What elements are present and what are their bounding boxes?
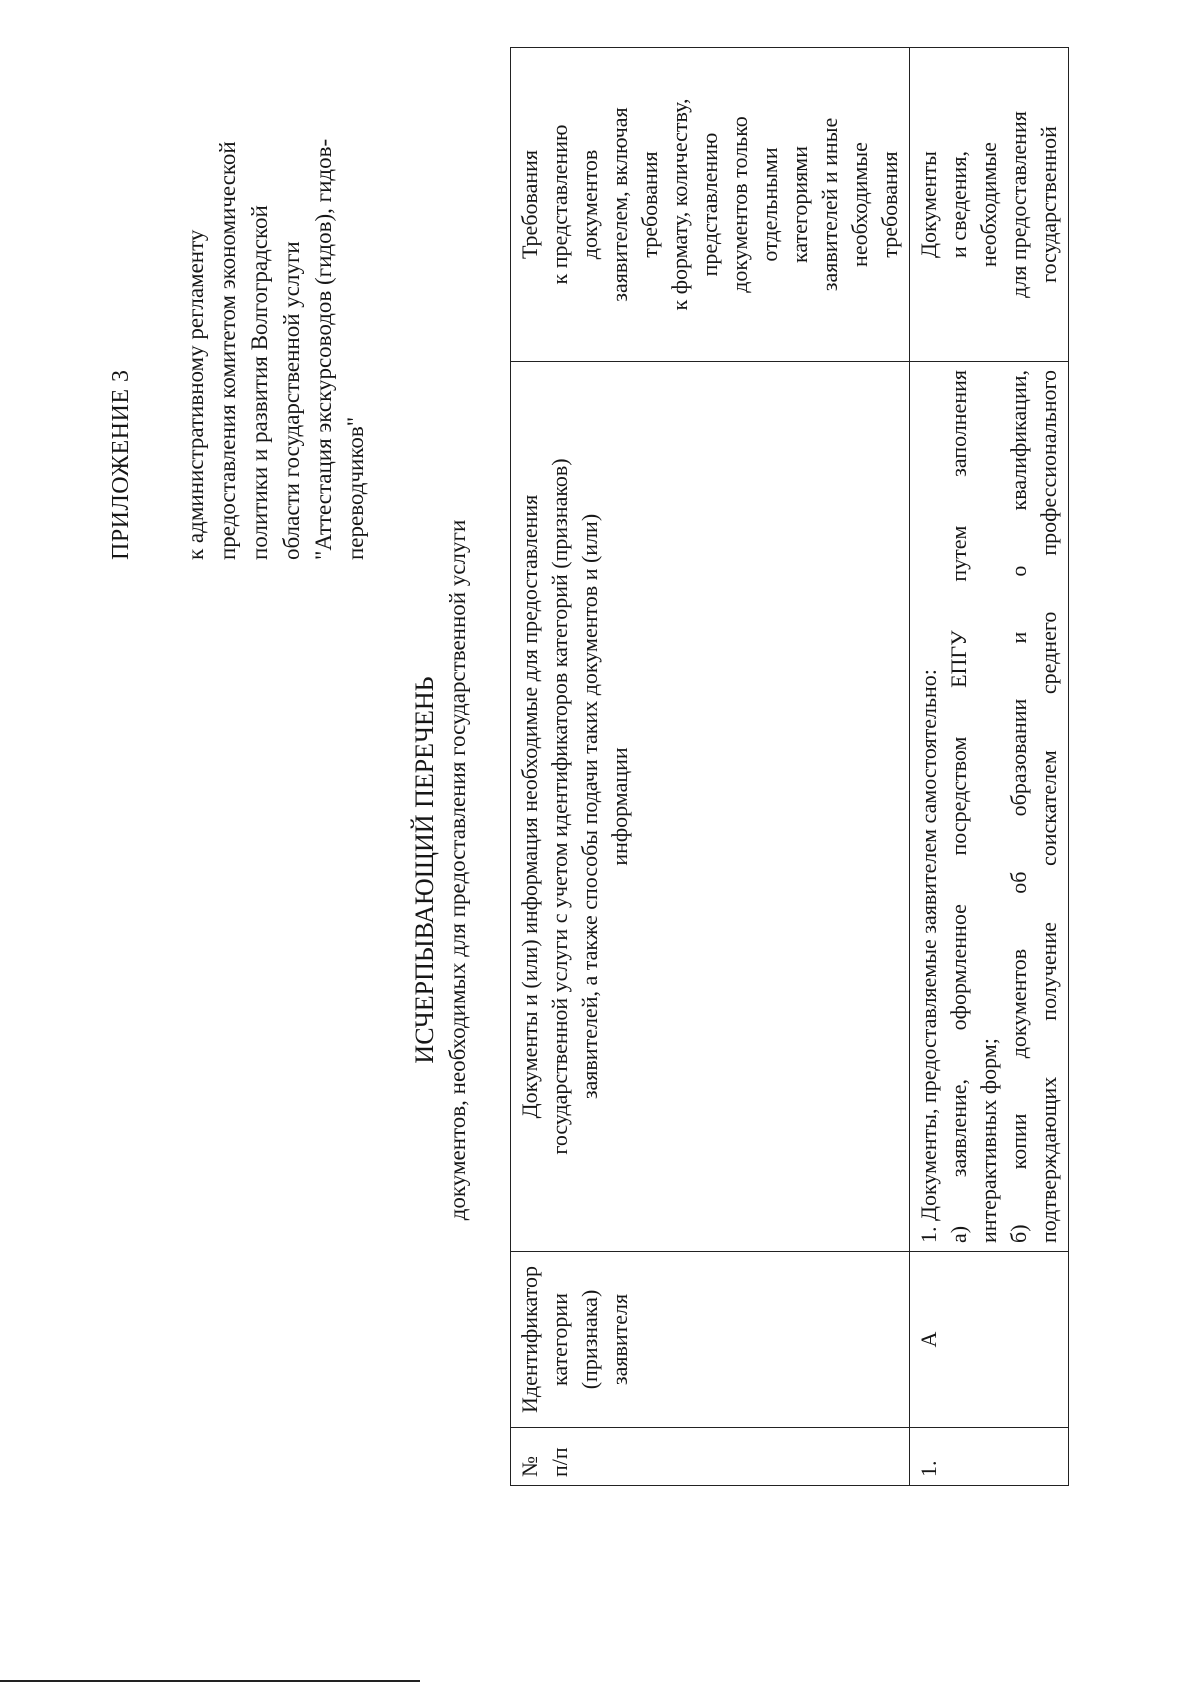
regulation-line: политики и развития Волгоградской <box>247 205 272 560</box>
header-line: представлению <box>697 132 722 277</box>
header-line: к представлению <box>547 124 572 285</box>
regulation-line: области государственной услуги <box>279 241 304 560</box>
regulation-line: "Аттестация экскурсоводов (гидов), гидов- <box>311 138 336 560</box>
documents-line: б) копии документов об образовании и о квалификации, <box>1006 370 1031 1243</box>
header-line: к формату, количеству, <box>667 98 692 311</box>
row-num: 1. <box>910 1428 1069 1486</box>
documents-line: интерактивных форм; <box>976 1038 1001 1243</box>
row-requirements <box>910 48 1069 362</box>
header-requirements <box>511 48 910 362</box>
document-subtitle: документов, необходимых для предоставления государственной услуги <box>445 519 470 1221</box>
regulation-line: к административному регламенту <box>183 229 208 560</box>
header-line: государственной услуги с учетом идентификаторов категорий (признаков) <box>547 458 572 1155</box>
bottom-rule <box>0 1680 420 1682</box>
header-line: категориями <box>787 146 812 263</box>
header-line: документов <box>577 149 602 260</box>
header-line: Требования <box>517 149 542 260</box>
regulation-reference <box>180 30 372 560</box>
row-identifier: А <box>910 1252 1069 1428</box>
header-line: п/п <box>547 1447 572 1477</box>
header-identifier <box>511 1252 910 1428</box>
document-title: ИСЧЕРПЫВАЮЩИЙ ПЕРЕЧЕНЬ <box>410 676 439 1064</box>
table-header-row <box>511 48 910 1486</box>
header-line: заявителей и иные <box>817 117 842 292</box>
header-line: требования <box>877 151 902 258</box>
header-num <box>511 1428 910 1486</box>
regulation-line: переводчиков" <box>343 416 368 560</box>
requirements-line: необходимые <box>976 142 1001 267</box>
header-line: Идентификатор <box>517 1266 542 1413</box>
header-line: отдельными <box>757 147 782 262</box>
header-line: № <box>517 1456 542 1477</box>
regulation-line: предоставления комитетом экономической <box>215 141 240 560</box>
header-line: (признака) <box>577 1289 602 1390</box>
requirements-line: Документы <box>916 151 941 258</box>
documents-table <box>510 47 1069 1486</box>
appendix-label: ПРИЛОЖЕНИЕ 3 <box>108 369 134 560</box>
documents-line: подтверждающих получение соискателем среднего профессионального <box>1036 370 1061 1243</box>
row-documents <box>910 362 1069 1252</box>
header-line: требования <box>637 151 662 258</box>
header-line: информации <box>607 747 632 866</box>
header-line: заявителем, включая <box>607 107 632 302</box>
requirements-line: для предоставления <box>1006 111 1031 298</box>
documents-line: а) заявление, оформленное посредством ЕПГУ путем заполнения <box>946 370 971 1243</box>
header-line: документов только <box>727 116 752 293</box>
header-line: заявителя <box>607 1293 632 1386</box>
requirements-line: и сведения, <box>946 151 971 258</box>
header-line: категории <box>547 1293 572 1386</box>
table-row <box>910 48 1069 1486</box>
header-line: заявителей, а также способы подачи таких документов и (или) <box>577 513 602 1100</box>
documents-line: 1. Документы, предоставляемые заявителем самостоятельно: <box>916 669 941 1243</box>
header-line: Документы и (или) информация необходимые для предоставления <box>517 494 542 1119</box>
requirements-line: государственной <box>1036 126 1061 283</box>
header-documents <box>511 362 910 1252</box>
header-line: необходимые <box>847 142 872 267</box>
